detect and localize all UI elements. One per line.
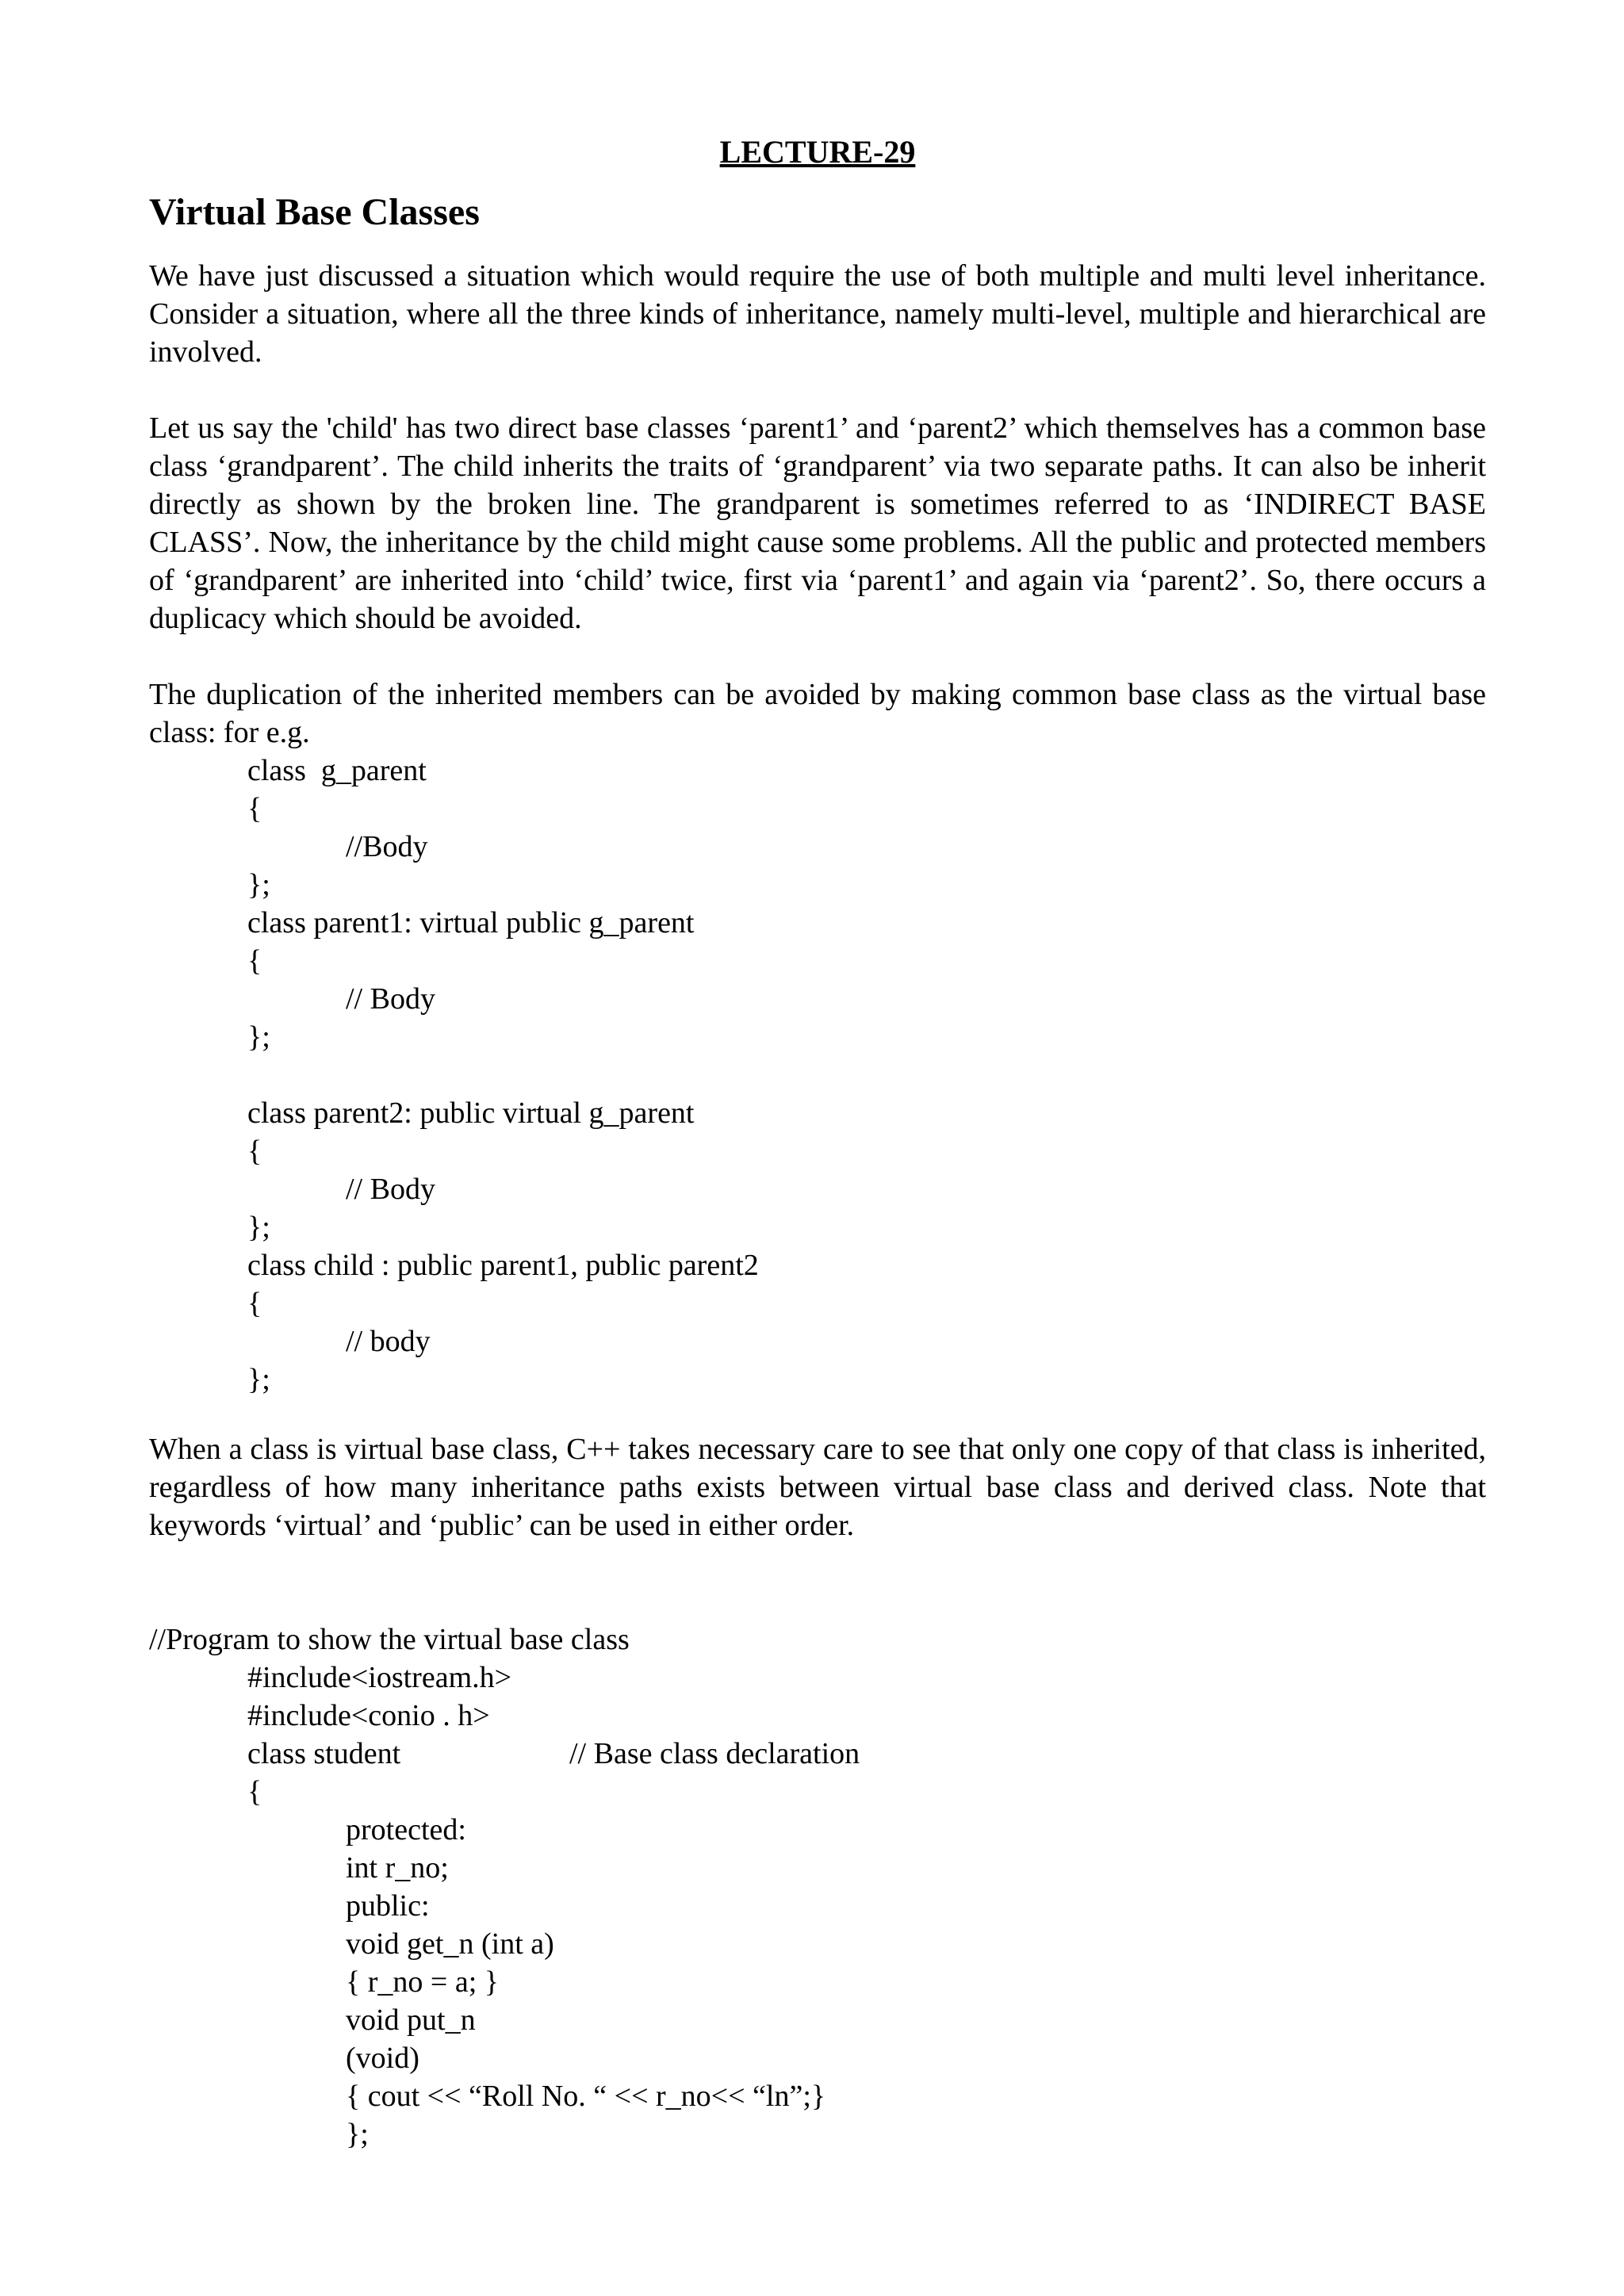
code-line: class parent1: virtual public g_parent [247,906,695,939]
code-line-int-decl: int r_no; [346,1851,449,1885]
code-line: class parent2: public virtual g_parent [247,1096,695,1130]
code-line: }; [247,1363,270,1396]
code-line: { [247,944,262,978]
code-line: { [247,1135,262,1168]
code-line: // Body [346,982,435,1016]
program-comment: //Program to show the virtual base class [149,1623,630,1656]
code-line-get-n: void get_n (int a) [346,1927,554,1961]
code-line-public: public: [346,1889,430,1923]
code-line-open-brace: { [247,1775,262,1808]
document-page [149,0,1486,2296]
code-line-put-n-body: { cout << “Roll No. “ << r_no<< “ln”;} [346,2080,826,2113]
code-line: //Body [346,830,428,863]
paragraph-duplication: The duplication of the inherited members can be avoided by making common base class as the virtual base class: for e.g. [149,678,1486,749]
code-line: // body [346,1325,431,1358]
example-code-block [149,752,759,1399]
code-line-get-n-body: { r_no = a; } [346,1965,499,1999]
class-decl-text: class student [247,1737,401,1770]
code-line-put-n-void: (void) [346,2042,419,2075]
code-line: { [247,792,262,825]
code-line: { [247,1287,262,1320]
paragraph-intro: We have just discussed a situation which would require the use of both multiple and multi level inheritance. Consider a situation, where all the three kinds of inheritance, namely multi-level, multiple and hierarchical are involved. [149,259,1486,369]
lecture-title: LECTURE-29 [719,134,916,170]
code-line-close-brace: }; [346,2118,369,2151]
program-code-block [149,1621,860,2153]
code-line: class child : public parent1, public parent2 [247,1249,759,1282]
code-line-class-student [149,1735,860,1773]
code-line: class g_parent [247,754,427,787]
code-line: }; [247,1211,270,1244]
class-decl-comment: // Base class declaration [569,1737,860,1770]
code-line: // Body [346,1173,435,1206]
code-line: }; [247,868,270,901]
code-line-include-conio: #include<conio . h> [247,1699,490,1732]
code-line-include-iostream: #include<iostream.h> [247,1661,512,1694]
code-line: }; [247,1020,270,1054]
paragraph-child-example: Let us say the 'child' has two direct base classes ‘parent1’ and ‘parent2’ which themselves has a common base class ‘grandparent’. The child inherits the traits of ‘grandparent’ via two separate paths. It can also be inherit directly as shown by the broken line. The grandparent is sometimes referred to as ‘INDIRECT BASE CLASS’. Now, the inheritance by the child might cause some problems. All the public and protected members of ‘grandparent’ are inherited into ‘child’ twice, first via ‘parent1’ and again via ‘parent2’. So, there occurs a duplicacy which should be avoided. [149,411,1486,635]
paragraph-virtual-explanation: When a class is virtual base class, C++ takes necessary care to see that only one copy of that class is inherited, regardless of how many inheritance paths exists between virtual base class and derived class. Note that keywords ‘virtual’ and ‘public’ can be used in either order. [149,1433,1486,1542]
code-line-protected: protected: [346,1813,466,1846]
code-blank-line [149,1056,759,1094]
code-line-put-n: void put_n [346,2003,476,2037]
section-heading: Virtual Base Classes [149,191,480,233]
